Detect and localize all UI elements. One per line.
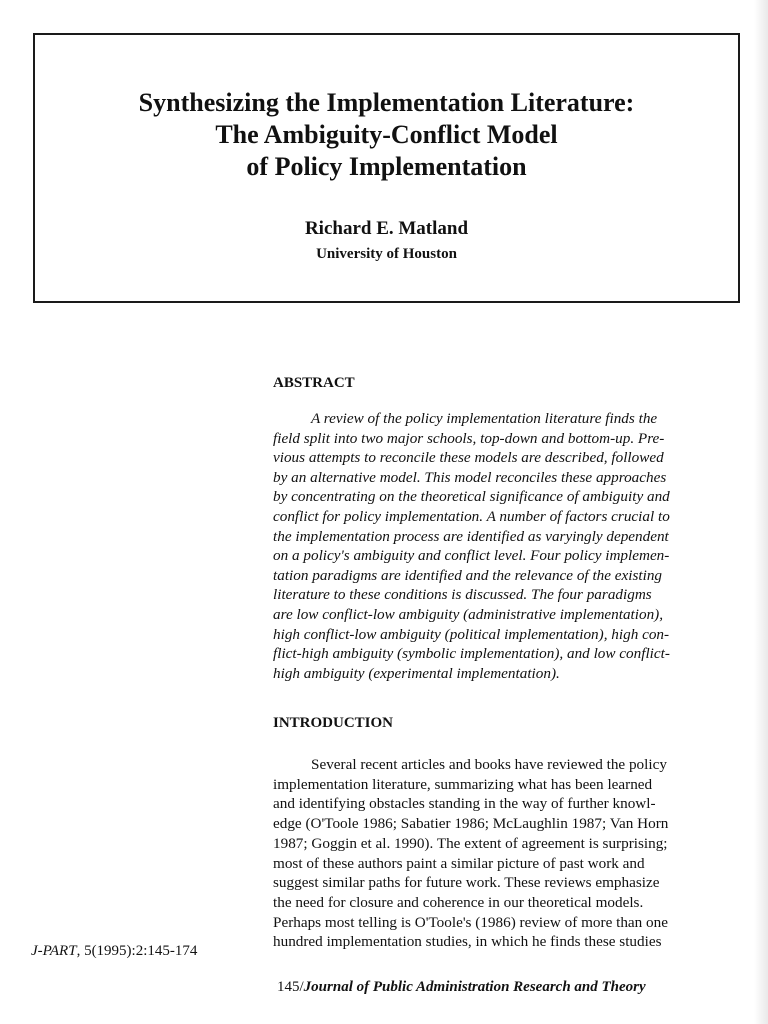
abstract-line: the implementation process are identified as varyingly dependent: [273, 527, 669, 545]
author-name: Richard E. Matland: [304, 218, 469, 239]
introduction-line: most of these authors paint a similar picture of past work and: [273, 854, 645, 872]
abstract-line: tation paradigms are identified and the relevance of the existing: [273, 566, 663, 584]
citation-details: , 5(1995):2:145-174: [76, 943, 198, 959]
journal-citation: [31, 941, 197, 961]
introduction-line: Several recent articles and books have reviewed the policy: [311, 756, 667, 773]
title-line: Synthesizing the Implementation Literature:: [138, 88, 635, 117]
abstract-line: high ambiguity (experimental implementation).: [273, 664, 560, 682]
title-box: [33, 33, 740, 303]
paper-title: [35, 87, 738, 183]
abstract-line: by an alternative model. This model reconciles these approaches: [273, 468, 667, 486]
introduction-line: edge (O'Toole 1986; Sabatier 1986; McLaughlin 1987; Van Horn: [273, 815, 669, 833]
citation-journal: J-PART: [31, 943, 77, 959]
page-footer: [277, 977, 646, 997]
abstract-line: flict-high ambiguity (symbolic implementation), and low conflict-: [273, 645, 670, 663]
title-line: of Policy Implementation: [246, 152, 527, 181]
abstract-line: on a policy's ambiguity and conflict level. Four policy implemen-: [273, 547, 670, 565]
abstract-body: [273, 409, 747, 683]
abstract-line: are low conflict-low ambiguity (administrative implementation),: [273, 605, 664, 623]
footer-journal-name: Journal of Public Administration Research and Theory: [303, 979, 646, 995]
introduction-line: suggest similar paths for future work. These reviews emphasize: [273, 874, 660, 892]
introduction-line: implementation literature, summarizing what has been learned: [273, 775, 653, 793]
title-line: The Ambiguity-Conflict Model: [215, 120, 558, 149]
abstract-line: high conflict-low ambiguity (political implementation), high con-: [273, 625, 670, 643]
introduction-line: the need for closure and coherence in our theoretical models.: [273, 893, 644, 911]
abstract-line: vious attempts to reconcile these models are described, followed: [273, 449, 664, 467]
page-edge-shadow: [754, 0, 768, 1024]
introduction-heading: INTRODUCTION: [273, 715, 394, 731]
abstract-line: A review of the policy implementation literature finds the: [311, 410, 658, 427]
abstract-line: field split into two major schools, top-down and bottom-up. Pre-: [273, 429, 665, 447]
introduction-line: and identifying obstacles standing in the way of further knowl-: [273, 795, 656, 813]
page-number: 145/: [277, 979, 304, 995]
author-affiliation: University of Houston: [316, 246, 457, 262]
abstract-line: conflict for policy implementation. A number of factors crucial to: [273, 507, 670, 525]
abstract-line: by concentrating on the theoretical significance of ambiguity and: [273, 488, 670, 506]
introduction-line: 1987; Goggin et al. 1990). The extent of agreement is surprising;: [273, 834, 668, 852]
abstract-line: literature to these conditions is discussed. The four paradigms: [273, 586, 652, 604]
introduction-body: [273, 755, 747, 952]
introduction-line: Perhaps most telling is O'Toole's (1986) review of more than one: [273, 913, 668, 931]
abstract-heading: ABSTRACT: [273, 375, 355, 391]
introduction-line: hundred implementation studies, in which he finds these studies: [273, 933, 662, 951]
